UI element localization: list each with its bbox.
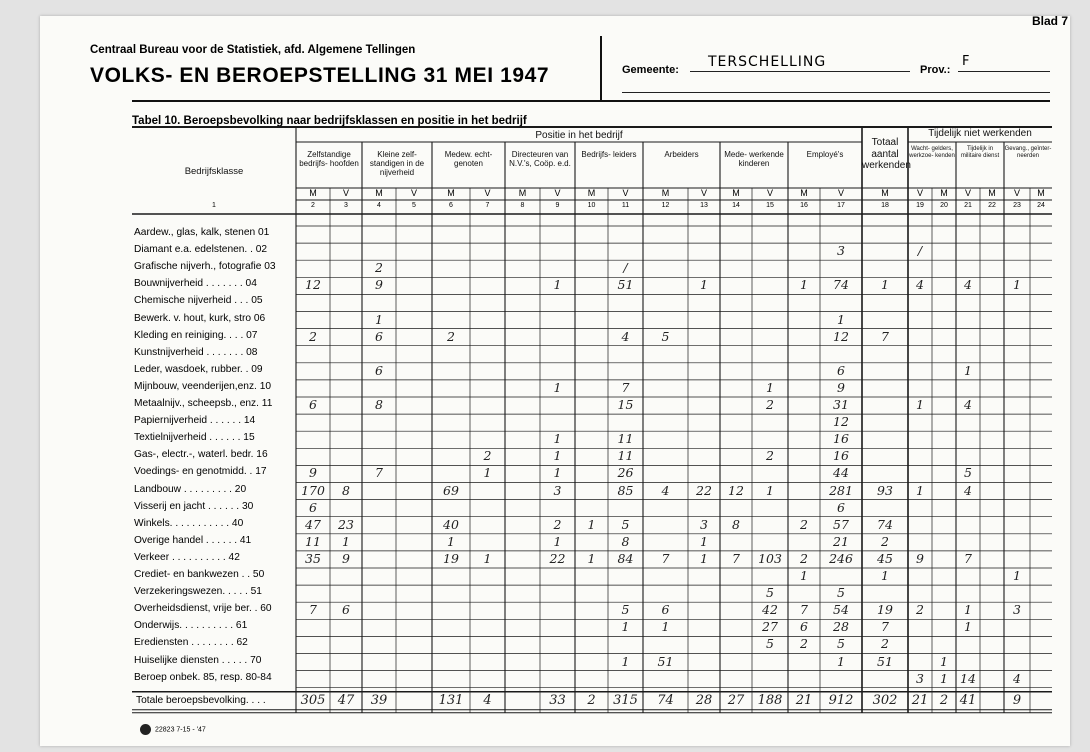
total-value: 2 <box>587 692 596 708</box>
cell-value: 51 <box>617 277 634 293</box>
cell-value: 54 <box>833 602 849 618</box>
cell-value: 7 <box>309 602 317 618</box>
col-m-label: M <box>988 188 996 198</box>
cell-value: 1 <box>766 379 774 395</box>
total-value: 305 <box>300 692 326 708</box>
col-m-label: M <box>587 188 596 198</box>
row-label: Beroep onbek. 85, resp. 80-84 <box>134 671 272 683</box>
cell-value: 21 <box>833 533 849 549</box>
col-v-label: V <box>622 188 629 198</box>
cell-value: 31 <box>833 397 849 412</box>
totals-label: Totale beroepsbevolking. . . . <box>136 694 266 706</box>
col-m-label: M <box>881 188 889 198</box>
province-field: F <box>958 54 1050 72</box>
cell-value: 6 <box>309 499 317 515</box>
col-m-label: M <box>800 188 808 198</box>
cell-value: 2 <box>766 397 774 412</box>
tijdelijk-subheader: Tijdelijk in militaire dienst <box>960 146 1000 159</box>
cell-value: 12 <box>833 414 849 430</box>
cell-value: 6 <box>837 362 845 378</box>
cell-value: 1 <box>964 362 972 378</box>
column-number: 16 <box>800 202 808 209</box>
cell-value: 2 <box>881 533 889 549</box>
cell-value: 1 <box>964 619 972 635</box>
group-header: Medew. echt- genoten <box>444 150 493 168</box>
print-code <box>140 724 206 735</box>
total-value: 315 <box>613 692 638 708</box>
cell-value: 1 <box>621 619 630 635</box>
cell-value: 5 <box>621 602 630 618</box>
cell-value: 246 <box>829 550 853 566</box>
cell-value: 7 <box>621 379 630 395</box>
cell-value: 1 <box>553 448 562 464</box>
table-title: Tabel 10. Beroepsbevolking naar bedrijfsklassen en positie in het bedrijf <box>132 115 527 127</box>
cell-value: 47 <box>305 516 321 532</box>
cell-value: 4 <box>964 397 972 412</box>
cell-value: 4 <box>661 482 670 498</box>
row-label: Overheidsdienst, vrije ber. . 60 <box>134 603 272 615</box>
cell-value: 3 <box>1013 602 1021 618</box>
col-m-label: M <box>375 188 383 198</box>
cell-value: 74 <box>877 516 893 532</box>
cell-value: 2 <box>800 636 808 652</box>
column-number: 23 <box>1013 202 1021 209</box>
total-value: 302 <box>872 692 898 708</box>
cell-value: 19 <box>443 550 459 566</box>
row-label: Diamant e.a. edelstenen. . 02 <box>134 244 268 256</box>
cell-value: 1 <box>483 550 492 566</box>
cell-value: 5 <box>766 636 774 652</box>
column-number: 22 <box>988 202 996 209</box>
cell-value: 1 <box>553 465 562 481</box>
row-label: Textielnijverheid . . . . . . 15 <box>134 432 255 444</box>
column-number: 13 <box>700 202 708 209</box>
tijdelijk-header: Tijdelijk niet werkenden <box>928 128 1032 139</box>
cell-value: 6 <box>800 619 808 635</box>
column-number: 3 <box>344 202 348 209</box>
cell-value: 8 <box>375 397 383 412</box>
cell-value: 93 <box>877 482 893 498</box>
tijdelijk-subheader: Wacht- gelders, werkzoe- kenden <box>909 146 955 159</box>
cell-value: 3 <box>916 670 924 686</box>
col-v-label: V <box>837 188 844 198</box>
header-rule <box>622 92 1050 93</box>
cell-value: 1 <box>940 670 948 686</box>
cell-value: / <box>917 243 923 259</box>
total-value: 912 <box>828 692 854 708</box>
group-header: Kleine zelf- standigen in de nijverheid <box>369 150 425 177</box>
cell-value: 103 <box>758 550 782 566</box>
group-header: Employé's <box>806 150 844 159</box>
cell-value: 1 <box>700 550 708 566</box>
cell-value: 11 <box>305 533 321 549</box>
row-label: Mijnbouw, veenderijen,enz. 10 <box>134 380 272 392</box>
row-label: Huiselijke diensten . . . . . 70 <box>134 654 262 666</box>
cell-value: 2 <box>447 328 455 344</box>
row-label: Bewerk. v. hout, kurk, stro 06 <box>134 312 266 324</box>
cell-value: 12 <box>728 482 744 498</box>
cell-value: 7 <box>375 465 383 481</box>
agency-name: Centraal Bureau voor de Statistiek, afd. Algemene Tellingen <box>90 44 416 56</box>
col-v-label: V <box>766 188 773 198</box>
cell-value: 9 <box>837 379 845 395</box>
cell-value: 1 <box>940 653 948 669</box>
total-value: 74 <box>657 692 674 708</box>
cell-value: 6 <box>837 499 845 515</box>
cell-value: 12 <box>833 328 849 344</box>
col-m-label: M <box>309 188 317 198</box>
cell-value: 6 <box>375 362 383 378</box>
cell-value: 1 <box>483 465 492 481</box>
cell-value: 3 <box>837 243 845 259</box>
cell-value: 6 <box>375 328 383 344</box>
total-value: 188 <box>757 692 783 708</box>
column-number: 19 <box>916 202 924 209</box>
province-label: Prov.: <box>920 64 951 76</box>
cell-value: 40 <box>443 516 459 532</box>
cell-value: 11 <box>617 431 634 447</box>
col-m-label: M <box>661 188 670 198</box>
column-number: 9 <box>555 202 560 209</box>
cell-value: 2 <box>800 516 808 532</box>
cell-value: 51 <box>657 653 674 669</box>
column-number: 8 <box>520 202 525 209</box>
cell-value: 1 <box>553 379 562 395</box>
cell-value: 1 <box>837 653 845 669</box>
row-label: Papiernijverheid . . . . . . 14 <box>134 415 256 427</box>
cell-value: 1 <box>621 653 630 669</box>
row-label: Verzekeringswezen. . . . . 51 <box>134 586 262 598</box>
cell-value: 1 <box>447 533 455 549</box>
row-label: Onderwijs. . . . . . . . . . 61 <box>134 620 248 632</box>
cell-value: 6 <box>661 602 670 618</box>
cell-value: 57 <box>833 516 849 532</box>
cell-value: 1 <box>553 533 562 549</box>
cell-value: 4 <box>916 277 924 293</box>
cell-value: 2 <box>766 448 774 464</box>
header-divider <box>600 36 602 100</box>
column-number: 21 <box>964 202 972 209</box>
cell-value: 9 <box>916 550 924 566</box>
column-number: 7 <box>485 202 490 209</box>
cell-value: 7 <box>800 602 808 618</box>
total-value: 47 <box>337 692 355 708</box>
bedrijfsklasse-header: Bedrijfsklasse <box>184 166 244 177</box>
cell-value: 35 <box>305 550 321 566</box>
column-number: 2 <box>311 202 315 209</box>
cell-value: 1 <box>661 619 670 635</box>
column-number: 10 <box>587 202 596 209</box>
total-value: 27 <box>727 692 745 708</box>
cell-value: 8 <box>342 482 350 498</box>
cell-value: 1 <box>700 533 708 549</box>
cell-value: 1 <box>881 277 889 293</box>
cell-value: 12 <box>305 277 321 293</box>
cell-value: 42 <box>762 602 778 618</box>
col-m-label: M <box>1037 188 1045 198</box>
cell-value: 44 <box>833 465 849 481</box>
cell-value: 1 <box>553 431 562 447</box>
col-m-label: M <box>447 188 455 198</box>
cell-value: 84 <box>617 550 634 566</box>
group-header: Mede- werkende kinderen <box>724 150 784 168</box>
row-label: Overige handel . . . . . . 41 <box>134 534 252 546</box>
cell-value: 69 <box>443 482 459 498</box>
cell-value: 6 <box>309 397 317 412</box>
cell-value: 74 <box>833 277 849 293</box>
cell-value: 7 <box>732 550 740 566</box>
cell-value: 281 <box>829 482 853 498</box>
cell-value: 16 <box>833 431 849 447</box>
cell-value: 28 <box>833 619 849 635</box>
column-number: 6 <box>449 202 453 209</box>
col-m-label: M <box>518 188 527 198</box>
cell-value: 1 <box>587 550 596 566</box>
cell-value: 5 <box>661 328 670 344</box>
column-number: 14 <box>732 202 740 209</box>
col-v-label: V <box>342 188 349 198</box>
cell-value: 23 <box>338 516 354 532</box>
group-header: Arbeiders <box>664 150 699 159</box>
row-label: Kleding en reiniging. . . . 07 <box>134 329 258 341</box>
col-m-label: M <box>940 188 948 198</box>
group-header: Bedrijfs- leiders <box>581 150 637 159</box>
total-value: 28 <box>695 692 713 708</box>
col-v-label: V <box>964 188 971 198</box>
column-number: 24 <box>1037 202 1045 209</box>
document-title: VOLKS- EN BEROEPSTELLING 31 MEI 1947 <box>90 64 550 87</box>
cell-value: 2 <box>881 636 889 652</box>
cell-value: 4 <box>1013 670 1021 686</box>
cell-value: 1 <box>587 516 596 532</box>
row-label: Chemische nijverheid . . . 05 <box>134 295 263 307</box>
row-label: Crediet- en bankwezen . . 50 <box>134 569 265 580</box>
row-label: Landbouw . . . . . . . . . 20 <box>134 483 247 495</box>
row-label: Metaalnijv., scheepsb., enz. 11 <box>134 398 273 409</box>
total-value: 2 <box>939 692 949 708</box>
row-label: Kunstnijverheid . . . . . . . 08 <box>134 346 258 358</box>
cell-value: 4 <box>964 482 972 498</box>
cell-value: 2 <box>553 516 562 532</box>
row-label: Winkels. . . . . . . . . . . 40 <box>134 517 244 529</box>
col-v-label: V <box>484 188 491 198</box>
cell-value: 3 <box>553 482 562 498</box>
total-value: 39 <box>370 692 388 708</box>
row-label: Bouwnijverheid . . . . . . . 04 <box>134 278 257 290</box>
col-v-label: V <box>700 188 707 198</box>
cell-value: 6 <box>342 602 350 618</box>
cell-value: 15 <box>617 397 634 412</box>
cell-value: 1 <box>342 533 350 549</box>
col-v-label: V <box>916 188 923 198</box>
cell-value: 16 <box>833 448 849 464</box>
row-label: Visserij en jacht . . . . . . 30 <box>134 500 254 512</box>
row-label: Aardew., glas, kalk, stenen 01 <box>134 227 270 238</box>
column-number: 15 <box>766 202 774 209</box>
total-value: 21 <box>911 692 929 708</box>
col-v-label: V <box>410 188 417 198</box>
cell-value: 7 <box>661 550 670 566</box>
cell-value: 4 <box>964 277 972 293</box>
cell-value: 14 <box>960 670 976 686</box>
column-number: 20 <box>940 202 948 209</box>
cell-value: 8 <box>621 533 630 549</box>
cell-value: 5 <box>766 585 774 601</box>
cell-value: 2 <box>483 448 492 464</box>
cell-value: 26 <box>617 465 634 481</box>
cell-value: 170 <box>301 482 325 498</box>
cell-value: 45 <box>877 550 893 566</box>
total-value: 41 <box>959 692 977 708</box>
cell-value: 1 <box>837 311 845 327</box>
cell-value: 2 <box>800 550 808 566</box>
column-number: 5 <box>412 202 416 209</box>
cell-value: 1 <box>964 602 972 618</box>
cell-value: 1 <box>916 482 924 498</box>
cell-value: 5 <box>837 636 845 652</box>
column-number: 12 <box>661 202 670 209</box>
cell-value: 3 <box>700 516 708 532</box>
cell-value: 7 <box>881 328 889 344</box>
row-label: Erediensten . . . . . . . . 62 <box>134 637 248 649</box>
column-number: 1 <box>212 202 216 209</box>
cell-value: 1 <box>1013 568 1021 583</box>
cell-value: 9 <box>309 465 317 481</box>
cell-value: 7 <box>881 619 889 635</box>
header-rule-thick <box>132 100 1050 102</box>
cell-value: 51 <box>877 653 893 669</box>
col-v-label: V <box>1013 188 1020 198</box>
total-value: 131 <box>438 692 464 708</box>
cell-value: 1 <box>916 397 924 412</box>
cell-value: 1 <box>700 277 708 293</box>
cell-value: 1 <box>881 568 889 583</box>
cell-value: 1 <box>800 277 808 293</box>
total-value: 33 <box>549 692 566 708</box>
group-header: Directeuren van N.V.'s, Coöp. e.d. <box>509 150 571 168</box>
cell-value: 2 <box>309 328 317 344</box>
cell-value: 5 <box>621 516 630 532</box>
cell-value: 2 <box>375 260 383 276</box>
cell-value: 5 <box>837 585 845 601</box>
cell-value: 1 <box>553 277 562 293</box>
printer-logo-icon <box>140 724 151 735</box>
col-v-label: V <box>554 188 561 198</box>
gemeente-label: Gemeente: <box>622 64 679 76</box>
cell-value: 22 <box>549 550 566 566</box>
row-label: Verkeer . . . . . . . . . . 42 <box>134 551 240 563</box>
cell-value: 11 <box>617 448 634 464</box>
column-number: 17 <box>837 202 845 209</box>
cell-value: 27 <box>762 619 778 635</box>
positie-header: Positie in het bedrijf <box>535 130 623 141</box>
row-label: Voedings- en genotmidd. . 17 <box>134 466 267 478</box>
cell-value: 1 <box>800 568 808 583</box>
cell-value: 8 <box>732 516 740 532</box>
gemeente-field: TERSCHELLING <box>690 54 910 72</box>
sheet-number: Blad 7 <box>1031 14 1068 28</box>
row-label: Gas-, electr.-, waterl. bedr. 16 <box>134 449 268 461</box>
cell-value: 9 <box>342 550 350 566</box>
cell-value: 1 <box>1013 277 1021 293</box>
total-value: 9 <box>1012 692 1022 708</box>
cell-value: / <box>623 260 628 276</box>
total-value: 4 <box>483 692 492 708</box>
cell-value: 1 <box>375 311 383 327</box>
column-number: 11 <box>621 202 630 209</box>
col-m-label: M <box>732 188 740 198</box>
group-header: Zelfstandige bedrijfs- hoofden <box>299 150 359 168</box>
print-code-text: 22823 7-15 - '47 <box>155 726 206 734</box>
cell-value: 2 <box>916 602 924 618</box>
cell-value: 4 <box>621 328 630 344</box>
cell-value: 5 <box>964 465 972 481</box>
row-label: Grafische nijverh., fotografie 03 <box>134 261 276 273</box>
tijdelijk-subheader: Gevang., geïnter- neerden <box>1004 146 1052 159</box>
cell-value: 1 <box>766 482 774 498</box>
cell-value: 85 <box>617 482 634 498</box>
cell-value: 9 <box>375 277 383 293</box>
row-label: Leder, wasdoek, rubber. . 09 <box>134 363 263 375</box>
totaal-header: Totaal aantal werkenden <box>862 137 911 171</box>
column-number: 4 <box>377 202 381 209</box>
column-number: 18 <box>881 202 889 209</box>
total-value: 21 <box>795 692 813 708</box>
cell-value: 19 <box>877 602 893 618</box>
cell-value: 22 <box>696 482 712 498</box>
cell-value: 7 <box>964 550 972 566</box>
